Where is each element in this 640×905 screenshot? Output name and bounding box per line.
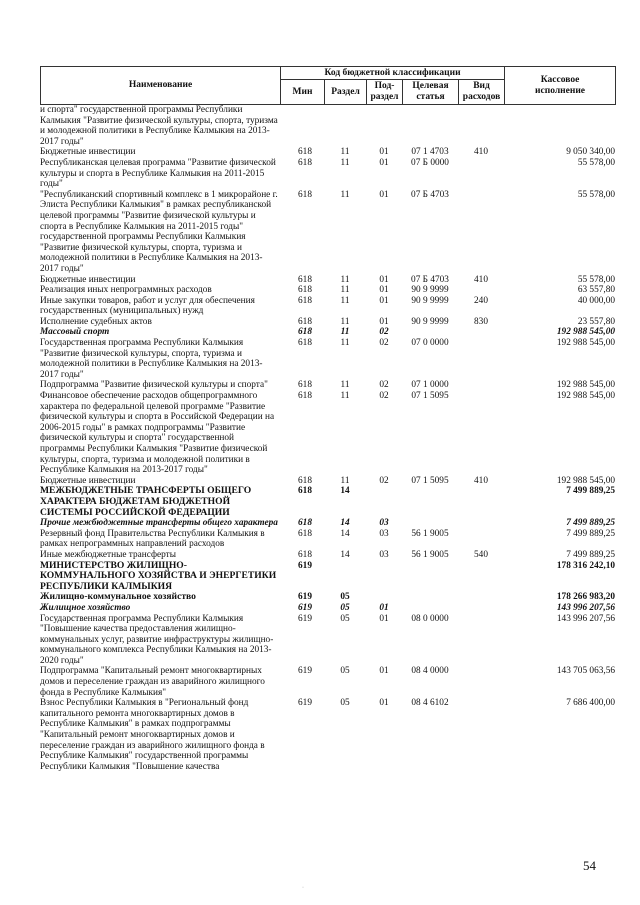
cell-podrazdel: 02 [379, 475, 389, 486]
cell-min: 618 [298, 528, 312, 539]
cell-name: МЕЖБЮДЖЕТНЫЕ ТРАНСФЕРТЫ ОБЩЕГО ХАРАКТЕРА БЮДЖЕТАМ БЮДЖЕТНОЙ СИСТЕМЫ РОССИЙСКОЙ ФЕДЕРАЦИИ [40, 485, 252, 518]
cell-razdel: 05 [340, 602, 350, 613]
cell-amount: 9 050 340,00 [566, 147, 615, 158]
cell-name: МИНИСТЕРСТВО ЖИЛИЩНО-КОММУНАЛЬНОГО ХОЗЯЙСТВА И ЭНЕРГЕТИКИ РЕСПУБЛИКИ КАЛМЫКИЯ [40, 559, 277, 592]
cell-razdel: 11 [340, 189, 350, 200]
cell-cs: 07 Б 4703 [411, 274, 449, 285]
cell-cs: 07 1 5095 [411, 475, 449, 486]
cell-cs: 90 9 9999 [411, 316, 449, 327]
cell-name: Бюджетные инвестиции [40, 475, 136, 486]
cell-min: 618 [298, 147, 312, 158]
cell-name: Реализация иных непрограммных расходов [40, 285, 212, 296]
cell-cs: 07 1 0000 [411, 380, 449, 391]
cell-min: 618 [298, 189, 312, 200]
cell-amount: 55 578,00 [577, 274, 615, 285]
cell-cs: 90 9 9999 [411, 285, 449, 296]
cell-razdel: 14 [340, 486, 350, 497]
page-number: 54 [583, 858, 596, 873]
table-row [40, 561, 615, 593]
cell-cs: 07 0 0000 [411, 338, 449, 349]
table-row [40, 486, 615, 518]
table-row [40, 147, 615, 158]
cell-amount: 63 557,80 [577, 285, 615, 296]
cell-vr: 410 [474, 274, 488, 285]
cell-razdel: 11 [340, 316, 350, 327]
cell-min: 618 [298, 518, 312, 529]
cell-min: 619 [298, 560, 312, 571]
table-row [40, 275, 615, 286]
table-row [40, 327, 615, 338]
cell-min: 619 [298, 698, 312, 709]
cell-name: Подпрограмма "Развитие физической культуры и спорта" [40, 380, 268, 391]
header-razdel: Раздел [325, 80, 367, 105]
cell-name: Республиканская целевая программа "Развитие физической культуры и спорта в Республике Калмыкия на 2011-2015 годы" [40, 157, 276, 190]
table-row [40, 317, 615, 328]
cell-podrazdel: 01 [379, 666, 389, 677]
cell-name: Исполнение судебных актов [40, 316, 152, 327]
cell-min: 619 [298, 602, 312, 613]
table-row [40, 158, 615, 190]
header-amount: Кассовое исполнение [505, 67, 616, 105]
cell-amount: 192 988 545,00 [556, 391, 615, 402]
cell-podrazdel: 01 [379, 274, 389, 285]
table-row [40, 105, 615, 147]
cell-name: Массовый спорт [40, 327, 110, 338]
header-type: Вид расходов [459, 80, 505, 105]
table-row [40, 592, 615, 603]
cell-amount: 143 705 063,56 [556, 666, 615, 677]
cell-podrazdel: 01 [379, 698, 389, 709]
cell-amount: 55 578,00 [577, 157, 615, 168]
cell-podrazdel: 01 [379, 613, 389, 624]
cell-name: Иные межбюджетные трансферты [40, 549, 176, 560]
cell-name: Резервный фонд Правительства Республики Калмыкия в рамках непрограммных направлений расходов [40, 528, 265, 550]
cell-amount: 40 000,00 [577, 295, 615, 306]
cell-podrazdel: 02 [379, 391, 389, 402]
cell-razdel: 14 [340, 528, 350, 539]
cell-podrazdel: 01 [379, 147, 389, 158]
cell-vr: 410 [474, 475, 488, 486]
cell-razdel: 14 [340, 549, 350, 560]
cell-amount: 7 499 889,25 [566, 528, 615, 539]
cell-razdel: 11 [340, 157, 350, 168]
table-row [40, 614, 615, 667]
cell-cs: 07 Б 4703 [411, 189, 449, 200]
table-row [40, 698, 615, 772]
cell-amount: 7 499 889,25 [566, 486, 615, 497]
cell-min: 618 [298, 549, 312, 560]
table-row [40, 529, 615, 550]
budget-table [40, 66, 615, 772]
cell-podrazdel: 01 [379, 295, 389, 306]
cell-podrazdel: 01 [379, 316, 389, 327]
cell-razdel: 14 [340, 518, 350, 529]
cell-amount: 55 578,00 [577, 189, 615, 200]
cell-cs: 90 9 9999 [411, 295, 449, 306]
cell-vr: 540 [474, 549, 488, 560]
cell-amount: 178 266 983,20 [556, 592, 615, 603]
cell-min: 619 [298, 666, 312, 677]
cell-vr: 830 [474, 316, 488, 327]
cell-cs: 07 Б 0000 [411, 157, 449, 168]
table-row [40, 603, 615, 614]
table-row [40, 380, 615, 391]
cell-cs: 56 1 9005 [411, 549, 449, 560]
cell-vr: 410 [474, 147, 488, 158]
cell-name: Финансовое обеспечение расходов общепрограммного характера по федеральной целевой программе "Развитие физической культуры и спорта в Российской Федерации на 2006-2015 годы" в рамках подпрограммы "Развитие физической культуры и спорта" государственной программы Республики Калмыкия "Развитие физической культуры, спорта, туризма и молодежной политики в Республике Калмыкия на 2013-2017 годы" [40, 391, 275, 476]
table-row [40, 338, 615, 380]
cell-cs: 07 1 5095 [411, 391, 449, 402]
cell-amount: 143 996 207,56 [556, 602, 615, 613]
cell-amount: 192 988 545,00 [556, 338, 615, 349]
cell-amount: 178 316 242,10 [556, 560, 615, 571]
cell-razdel: 05 [340, 613, 350, 624]
table-row [40, 518, 615, 529]
cell-name: Бюджетные инвестиции [40, 147, 136, 158]
cell-min: 618 [298, 295, 312, 306]
cell-min: 619 [298, 592, 312, 603]
cell-min: 618 [298, 327, 312, 338]
cell-podrazdel: 01 [379, 189, 389, 200]
cell-amount: 192 988 545,00 [556, 327, 615, 338]
table-row [40, 285, 615, 296]
cell-name: и спорта" государственной программы Республики Калмыкия "Развитие физической культуры, спорта, туризма и молодежной политики в Республике Калмыкия на 2013-2017 годы" [40, 105, 278, 147]
cell-podrazdel: 02 [379, 338, 389, 349]
table-row [40, 296, 615, 317]
scan-mark: · [302, 885, 304, 891]
cell-min: 618 [298, 316, 312, 327]
cell-podrazdel: 03 [379, 518, 389, 529]
cell-razdel: 11 [340, 147, 350, 158]
table-row [40, 550, 615, 561]
table-row [40, 391, 615, 476]
cell-name: "Республиканский спортивный комплекс в 1 микрорайоне г. Элиста Республики Калмыкия" в рамках республиканской целевой программы "Развитие физической культуры и спорта в Республике Калмыкия на 2011-2015 годы" государственной программы Республики Калмыкия "Развитие физической культуры, спорта, туризма и молодежной политики в Республике Калмыкия на 2013-2017 годы" [40, 189, 278, 274]
cell-amount: 143 996 207,56 [556, 613, 615, 624]
header-classification: Код бюджетной классификации [281, 67, 505, 80]
cell-razdel: 11 [340, 327, 350, 338]
cell-razdel: 05 [340, 666, 350, 677]
cell-amount: 23 557,80 [577, 316, 615, 327]
cell-cs: 56 1 9005 [411, 528, 449, 539]
cell-name: Бюджетные инвестиции [40, 274, 136, 285]
cell-min: 618 [298, 338, 312, 349]
cell-min: 618 [298, 475, 312, 486]
cell-podrazdel: 02 [379, 327, 389, 338]
cell-razdel: 11 [340, 380, 350, 391]
cell-cs: 07 1 4703 [411, 147, 449, 158]
cell-name: Государственная программа Республики Калмыкия "Повышение качества предоставления жилищно-коммунальных услуг, развитие инфраструктуры жилищно-коммунального комплекса Республики Калмыкия на 2013-2020 годы" [40, 613, 274, 666]
cell-name: Подпрограмма "Капитальный ремонт многоквартирных домов и переселение граждан из аварийного жилищного фонда в Республике Калмыкия" [40, 666, 265, 698]
cell-min: 618 [298, 391, 312, 402]
cell-amount: 7 686 400,00 [566, 698, 615, 709]
cell-name: Иные закупки товаров, работ и услуг для обеспечения государственных (муниципальных) нужд [40, 295, 255, 317]
cell-razdel: 11 [340, 475, 350, 486]
cell-cs: 08 4 0000 [411, 666, 449, 677]
table-header [40, 66, 616, 105]
header-podrazdel: Под- раздел [367, 80, 403, 105]
cell-min: 618 [298, 285, 312, 296]
cell-razdel: 11 [340, 274, 350, 285]
header-name: Наименование [41, 67, 281, 105]
cell-razdel: 11 [340, 338, 350, 349]
cell-min: 618 [298, 157, 312, 168]
header-target: Целевая статья [403, 80, 459, 105]
cell-razdel: 11 [340, 285, 350, 296]
cell-razdel: 11 [340, 391, 350, 402]
cell-razdel: 05 [340, 592, 350, 603]
cell-amount: 7 499 889,25 [566, 549, 615, 560]
header-min: Мин [281, 80, 325, 105]
table-row [40, 666, 615, 698]
cell-podrazdel: 01 [379, 157, 389, 168]
cell-podrazdel: 03 [379, 549, 389, 560]
cell-min: 618 [298, 380, 312, 391]
cell-vr: 240 [474, 295, 488, 306]
cell-name: Жилищно-коммунальное хозяйство [40, 591, 196, 603]
cell-min: 618 [298, 486, 312, 497]
cell-amount: 7 499 889,25 [566, 518, 615, 529]
cell-podrazdel: 02 [379, 380, 389, 391]
cell-razdel: 11 [340, 295, 350, 306]
table-body [40, 105, 615, 772]
cell-amount: 192 988 545,00 [556, 475, 615, 486]
cell-name: Прочие межбюджетные трансферты общего характера [40, 518, 278, 529]
cell-name: Жилищное хозяйство [40, 602, 131, 613]
table-row [40, 190, 615, 275]
cell-min: 619 [298, 613, 312, 624]
cell-podrazdel: 01 [379, 602, 389, 613]
cell-cs: 08 4 6102 [411, 698, 449, 709]
cell-cs: 08 0 0000 [411, 613, 449, 624]
cell-podrazdel: 01 [379, 285, 389, 296]
cell-min: 618 [298, 274, 312, 285]
cell-name: Взнос Республики Калмыкия в "Региональный фонд капитального ремонта многоквартирных домов в Республике Калмыкия" в рамках подпрограммы "Капитальный ремонт многоквартирных домов и переселение граждан из аварийного жилищного фонда в Республике Калмыкия" государственной программы Республики Калмыкия "Повышение качества [40, 698, 265, 772]
cell-razdel: 05 [340, 698, 350, 709]
cell-podrazdel: 03 [379, 528, 389, 539]
cell-amount: 192 988 545,00 [556, 380, 615, 391]
cell-name: Государственная программа Республики Калмыкия "Развитие физической культуры, спорта, туризма и молодежной политики в Республике Калмыкия на 2013-2017 годы" [40, 338, 263, 380]
